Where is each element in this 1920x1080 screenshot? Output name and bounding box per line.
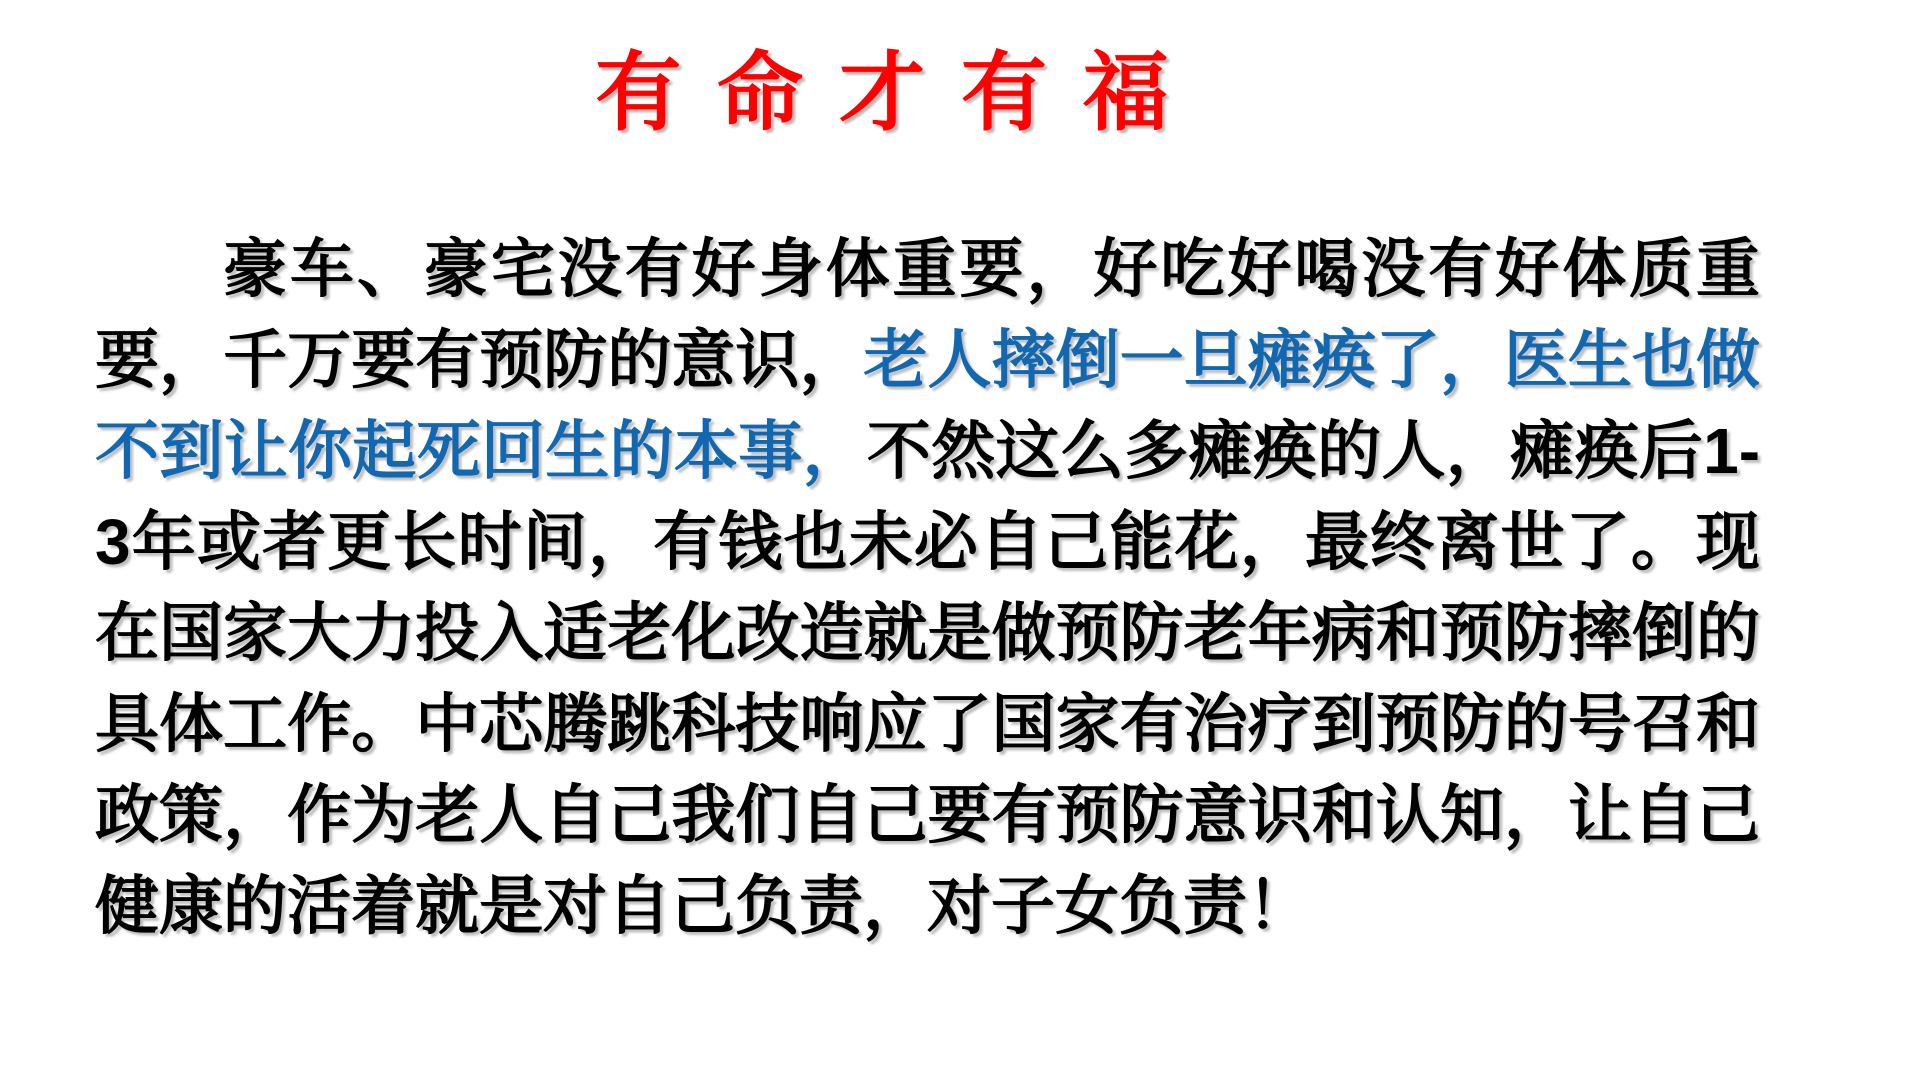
- body-text-run: 豪车、豪宅没有好身体重要，好吃好喝没有好体质重要，千万要有预防的意识，: [95, 233, 1760, 396]
- slide-title: 有 命 才 有 福: [595, 45, 1175, 141]
- body-text-run: 老人摔倒一旦瘫痪了，医生也做不到让你起死回生的本事，: [95, 324, 1761, 487]
- body-paragraph: [95, 224, 1760, 952]
- body-text-run: 不然这么多瘫痪的人，瘫痪后1-3年或者更长时间，有钱也未必自己能花，最终离世了。现在国家大力投入适老化改造就是做预防老年病和预防摔倒的具体工作。中芯腾跳科技响应了国家有治疗到预防的号召和政策，作为老人自己我们自己要有预防意识和认知，让自己健康的活着就是对自己负责，对子女负责！: [95, 415, 1761, 942]
